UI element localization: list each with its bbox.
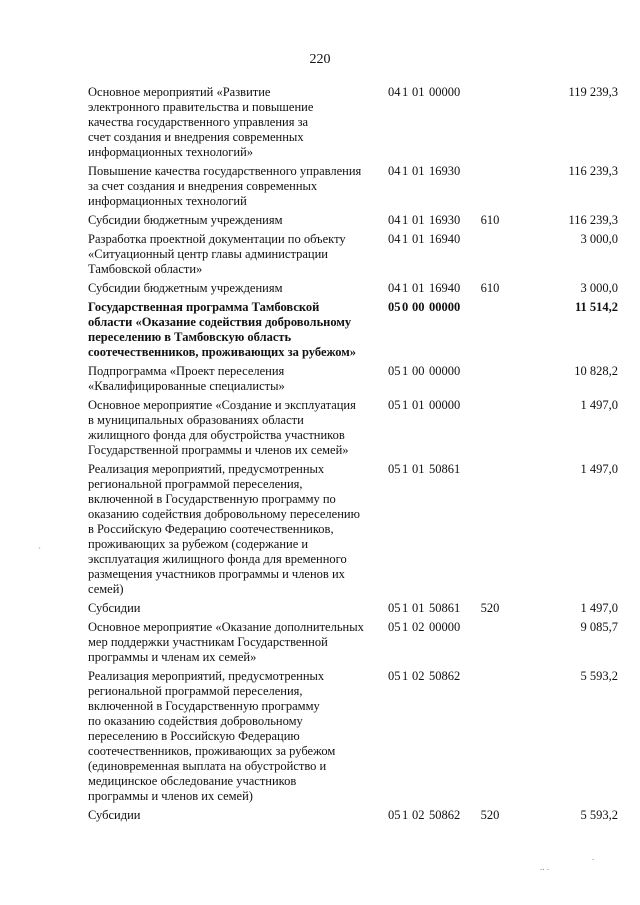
table-row [88, 213, 618, 232]
table-row [88, 669, 618, 808]
row-name-line: переселению в Российскую Федерацию [88, 729, 300, 743]
row-name-line: в Российскую Федерацию соотечественников, [88, 522, 334, 536]
code-program: 1 [402, 808, 409, 822]
code-direction: 16940 [429, 232, 461, 246]
code-program: 1 [402, 601, 409, 615]
table-row [88, 85, 618, 164]
code-subprogram: 00 [412, 364, 425, 378]
expense-type [473, 232, 507, 281]
code-direction: 00000 [429, 398, 461, 412]
code-program: 1 [402, 462, 409, 476]
table-row [88, 808, 618, 827]
row-name-line: региональной программой переселения, [88, 477, 303, 491]
row-name-line: переселению в Тамбовскую область [88, 330, 292, 344]
row-name [88, 164, 388, 213]
table-row [88, 164, 618, 213]
code-direction: 00000 [429, 364, 461, 378]
row-name-line: счет создания и внедрения современных [88, 130, 304, 144]
table-row [88, 398, 618, 462]
row-name-line: соотечественников, проживающих за рубежом» [88, 345, 357, 359]
row-name-line: Тамбовской области» [88, 262, 203, 276]
code-program: 1 [402, 232, 409, 246]
code-section: 05 [388, 462, 401, 476]
row-name [88, 620, 388, 669]
scan-speck: . [592, 852, 595, 862]
amount: 3 000,0 [580, 232, 618, 246]
code-section: 05 [388, 364, 401, 378]
code-direction: 16940 [429, 281, 461, 295]
code-program: 1 [402, 669, 409, 683]
budget-table-body [88, 85, 618, 827]
code-direction: 50861 [429, 462, 461, 476]
amount: 119 239,3 [568, 85, 618, 99]
row-name [88, 213, 388, 232]
code-section: 05 [388, 398, 401, 412]
code-subprogram: 00 [412, 300, 425, 314]
amount: 116 239,3 [568, 213, 618, 227]
expense-type [473, 620, 507, 669]
row-name-line: Субсидии бюджетным учреждениям [88, 213, 283, 227]
row-name-line: Субсидии бюджетным учреждениям [88, 281, 283, 295]
row-name-line: включенной в Государственную программу [88, 699, 320, 713]
code-subprogram: 01 [412, 85, 425, 99]
row-name [88, 808, 388, 827]
row-name-line: размещения участников программы и членов их [88, 567, 345, 581]
amount: 3 000,0 [580, 281, 618, 295]
code-program: 1 [402, 213, 409, 227]
table-row [88, 300, 618, 364]
code-direction: 00000 [429, 620, 461, 634]
row-name-line: «Ситуационный центр главы администрации [88, 247, 328, 261]
budget-table [88, 85, 618, 827]
code-direction: 50862 [429, 808, 461, 822]
row-name-line: Субсидии [88, 808, 141, 822]
code-direction: 16930 [429, 213, 461, 227]
amount: 11 514,2 [574, 300, 618, 314]
amount: 9 085,7 [580, 620, 618, 634]
expense-type [473, 364, 507, 398]
amount: 1 497,0 [580, 601, 618, 615]
row-name-line: (единовременная выплата на обустройство и [88, 759, 327, 773]
row-name-line: в муниципальных образованиях области [88, 413, 304, 427]
row-name [88, 462, 388, 601]
page-number: 220 [309, 52, 331, 67]
row-name-line: Основное мероприятие «Создание и эксплуатация [88, 398, 356, 412]
row-name [88, 364, 388, 398]
row-name-line: Основное мероприятий «Развитие [88, 85, 271, 99]
table-row [88, 281, 618, 300]
row-name-line: региональной программой переселения, [88, 684, 303, 698]
code-subprogram: 02 [412, 808, 425, 822]
code-section: 04 [388, 281, 401, 295]
row-name-line: информационных технологий [88, 194, 247, 208]
expense-type: 520 [480, 601, 500, 615]
amount: 5 593,2 [580, 669, 618, 683]
code-section: 05 [388, 620, 401, 634]
code-direction: 16930 [429, 164, 461, 178]
row-name-line: информационных технологий» [88, 145, 254, 159]
row-name [88, 669, 388, 808]
amount: 1 497,0 [580, 398, 618, 412]
expense-type [473, 398, 507, 462]
table-row [88, 462, 618, 601]
code-subprogram: 01 [412, 601, 425, 615]
code-section: 04 [388, 85, 401, 99]
row-name [88, 300, 388, 364]
expense-type [473, 85, 507, 164]
code-section: 05 [388, 601, 401, 615]
row-name-line: программы и членам их семей» [88, 650, 257, 664]
code-section: 04 [388, 213, 401, 227]
expense-type: 610 [480, 213, 500, 227]
row-name-line: Подпрограмма «Проект переселения [88, 364, 285, 378]
row-name-line: за счет создания и внедрения современных [88, 179, 318, 193]
code-program: 1 [402, 85, 409, 99]
code-program: 1 [402, 620, 409, 634]
row-name [88, 232, 388, 281]
expense-type [473, 164, 507, 213]
amount: 5 593,2 [580, 808, 618, 822]
code-direction: 00000 [429, 300, 461, 314]
code-program: 1 [402, 364, 409, 378]
code-subprogram: 02 [412, 669, 425, 683]
code-subprogram: 01 [412, 164, 425, 178]
row-name [88, 281, 388, 300]
code-subprogram: 01 [412, 462, 425, 476]
row-name-line: мер поддержки участникам Государственной [88, 635, 328, 649]
code-program: 1 [402, 164, 409, 178]
expense-type [473, 669, 507, 808]
code-subprogram: 01 [412, 398, 425, 412]
row-name-line: Субсидии [88, 601, 141, 615]
row-name-line: Государственная программа Тамбовской [88, 300, 320, 314]
code-direction: 50861 [429, 601, 461, 615]
row-name-line: «Квалифицированные специалисты» [88, 379, 285, 393]
code-section: 04 [388, 232, 401, 246]
expense-type [473, 462, 507, 601]
code-program: 0 [402, 300, 409, 314]
row-name-line: качества государственного управления за [88, 115, 309, 129]
code-program: 1 [402, 281, 409, 295]
row-name-line: семей) [88, 582, 124, 596]
code-section: 04 [388, 164, 401, 178]
code-direction: 50862 [429, 669, 461, 683]
row-name-line: жилищного фонда для обустройства участников [88, 428, 345, 442]
row-name-line: включенной в Государственную программу по [88, 492, 336, 506]
code-section: 05 [388, 300, 401, 314]
expense-type [473, 300, 507, 364]
row-name-line: Повышение качества государственного управления [88, 164, 362, 178]
code-section: 05 [388, 669, 401, 683]
row-name [88, 601, 388, 620]
row-name-line: оказанию содействия добровольному переселению [88, 507, 360, 521]
expense-type: 610 [480, 281, 500, 295]
amount: 10 828,2 [574, 364, 618, 378]
row-name-line: электронного правительства и повышение [88, 100, 314, 114]
row-name-line: проживающих за рубежом (содержание и [88, 537, 309, 551]
code-subprogram: 01 [412, 232, 425, 246]
amount: 116 239,3 [568, 164, 618, 178]
code-direction: 00000 [429, 85, 461, 99]
amount: 1 497,0 [580, 462, 618, 476]
row-name-line: эксплуатация жилищного фонда для временного [88, 552, 347, 566]
row-name-line: Реализация мероприятий, предусмотренных [88, 462, 325, 476]
row-name-line: медицинское обследование участников [88, 774, 297, 788]
row-name-line: Государственной программы и членов их семей» [88, 443, 349, 457]
code-program: 1 [402, 398, 409, 412]
table-row [88, 620, 618, 669]
code-section: 05 [388, 808, 401, 822]
row-name-line: по оказанию содействия добровольному [88, 714, 303, 728]
code-subprogram: 01 [412, 281, 425, 295]
code-subprogram: 01 [412, 213, 425, 227]
table-row [88, 364, 618, 398]
scan-speck: .. . [540, 862, 549, 872]
row-name-line: соотечественников, проживающих за рубежом [88, 744, 336, 758]
row-name [88, 398, 388, 462]
expense-type: 520 [480, 808, 500, 822]
row-name-line: Основное мероприятие «Оказание дополнительных [88, 620, 364, 634]
row-name-line: области «Оказание содействия добровольному [88, 315, 352, 329]
row-name-line: программы и членов их семей) [88, 789, 253, 803]
row-name-line: Разработка проектной документации по объекту [88, 232, 346, 246]
table-row [88, 601, 618, 620]
code-subprogram: 02 [412, 620, 425, 634]
row-name-line: Реализация мероприятий, предусмотренных [88, 669, 325, 683]
row-name [88, 85, 388, 164]
table-row [88, 232, 618, 281]
scan-speck: ` [38, 546, 41, 556]
